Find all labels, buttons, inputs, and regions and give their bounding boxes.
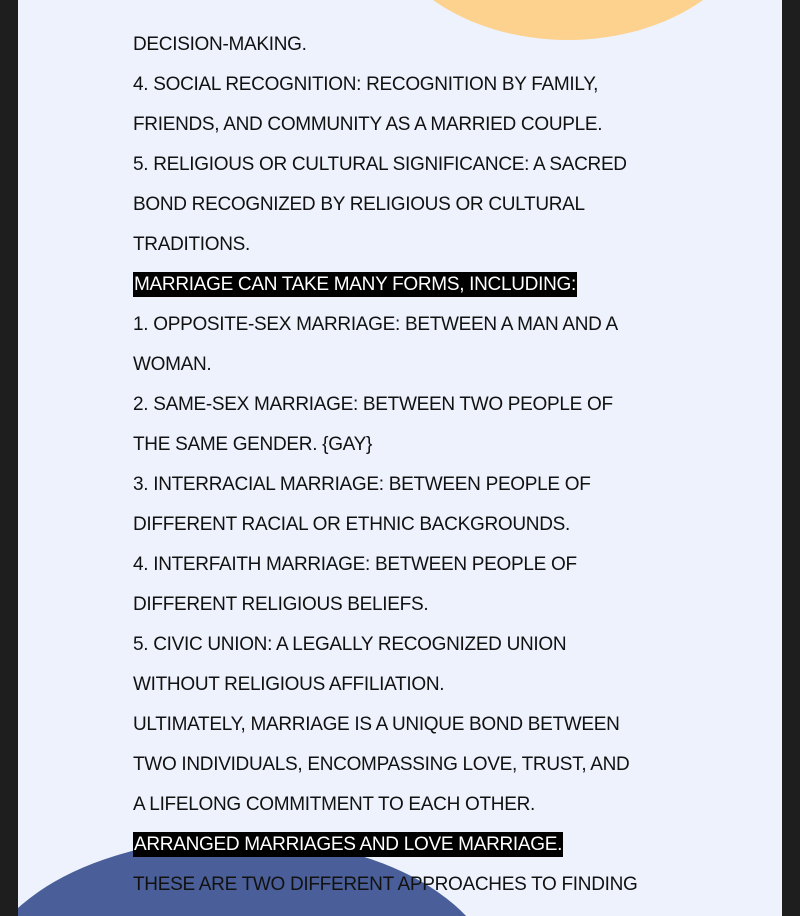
line-text: 4. SOCIAL RECOGNITION: RECOGNITION BY FAMILY,	[133, 74, 599, 95]
highlighted-line	[133, 825, 753, 865]
line-text: THE SAME GENDER. {GAY}	[133, 434, 373, 455]
line-text: DIFFERENT RELIGIOUS BELIEFS.	[133, 594, 429, 615]
line-text: 3. INTERRACIAL MARRIAGE: BETWEEN PEOPLE OF	[133, 474, 591, 495]
line-text: 4. INTERFAITH MARRIAGE: BETWEEN PEOPLE OF	[133, 554, 577, 575]
text-line	[133, 585, 753, 625]
line-text: FRIENDS, AND COMMUNITY AS A MARRIED COUPLE.	[133, 114, 603, 135]
line-text: ARRANGED MARRIAGES AND LOVE MARRIAGE.	[134, 834, 563, 855]
text-line	[133, 145, 753, 185]
text-line	[133, 305, 753, 345]
text-line	[133, 425, 753, 465]
text-line	[133, 465, 753, 505]
line-text: ULTIMATELY, MARRIAGE IS A UNIQUE BOND BETWEEN	[133, 714, 620, 735]
text-line	[133, 745, 753, 785]
document-page	[18, 0, 782, 916]
line-text: DECISION-MAKING.	[133, 34, 307, 55]
line-text: DIFFERENT RACIAL OR ETHNIC BACKGROUNDS.	[133, 514, 570, 535]
line-text: TRADITIONS.	[133, 234, 251, 255]
line-text: MARRIAGE CAN TAKE MANY FORMS, INCLUDING:	[134, 274, 576, 295]
line-text: 2. SAME-SEX MARRIAGE: BETWEEN TWO PEOPLE OF	[133, 394, 613, 415]
text-line	[133, 865, 753, 905]
text-line	[133, 705, 753, 745]
text-line	[133, 785, 753, 825]
line-text: 5. CIVIC UNION: A LEGALLY RECOGNIZED UNION	[133, 634, 567, 655]
text-line	[133, 65, 753, 105]
text-line	[133, 665, 753, 705]
text-line	[133, 545, 753, 585]
text-line	[133, 25, 753, 65]
line-text: WOMAN.	[133, 354, 212, 375]
text-line	[133, 345, 753, 385]
line-text: A LIFELONG COMMITMENT TO EACH OTHER.	[133, 794, 535, 815]
line-text: 5. RELIGIOUS OR CULTURAL SIGNIFICANCE: A SACRED	[133, 154, 627, 175]
highlighted-line	[133, 265, 753, 305]
line-text: 1. OPPOSITE-SEX MARRIAGE: BETWEEN A MAN AND A	[133, 314, 618, 335]
text-line	[133, 225, 753, 265]
line-text: BOND RECOGNIZED BY RELIGIOUS OR CULTURAL	[133, 194, 585, 215]
line-text: TWO INDIVIDUALS, ENCOMPASSING LOVE, TRUST, AND	[133, 754, 630, 775]
text-line	[133, 105, 753, 145]
text-line	[133, 505, 753, 545]
line-text: WITHOUT RELIGIOUS AFFILIATION.	[133, 674, 445, 695]
text-line	[133, 625, 753, 665]
line-text: THESE ARE TWO DIFFERENT APPROACHES TO FINDING	[133, 874, 638, 895]
document-text-body	[133, 25, 753, 905]
text-line	[133, 185, 753, 225]
text-line	[133, 385, 753, 425]
